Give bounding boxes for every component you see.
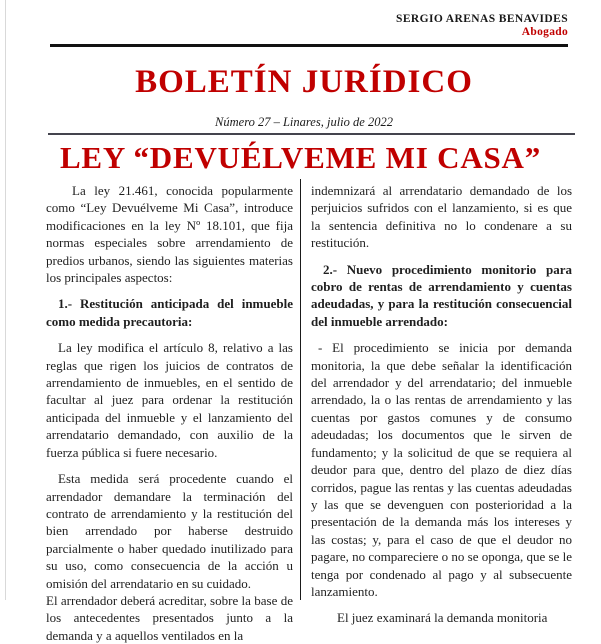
letterhead-rule	[50, 44, 568, 47]
section-heading-2: 2.- Nuevo procedimiento monitorio para cobro de rentas de arrendamiento y cuentas adeudadas, y para la restitución consecuencial del inmueble arrendado:	[311, 261, 572, 329]
letterhead-name: SERGIO ARENAS BENAVIDES	[396, 13, 568, 25]
paragraph: - El procedimiento se inicia por demanda monitoria, la que debe señalar la identificación del arrendador y del arrendatario; del inmueble arrendado, la o las rentas de arrendamiento y las cuentas por gastos comunes y de consumo adeudadas; los documentos que le sirven de fundamento; y la solicitud de que se requiera al deudor para que, dentro del plazo de diez días corridos, pague las rentas y las cuentas adeudadas y las que se devenguen con posterioridad a la presentación de la demanda más los intereses y las costas; y, para el caso de que el deudor no pagare, no compareciere o no se oponga, que se le tenga por condenado al pago y al subsecuente lanzamiento.	[311, 340, 572, 599]
page-edge-line	[5, 0, 6, 600]
masthead-title: BOLETÍN JURÍDICO	[135, 64, 473, 100]
paragraph: indemnizará al arrendatario demandado de los perjuicios sufridos con el lanzamiento, si es que la sentencia definitiva no lo condenare a su restitución.	[311, 183, 572, 251]
paragraph: Esta medida será procedente cuando el arrendador demandare la terminación del contrato de arrendamiento y la restitución del bien arrendado por haberse destruido parcialmente o haber quedado inutilizado para su uso, como consecuencia de la acción u omisión del arrendatario en su cuidado.	[46, 471, 293, 591]
issue-rule	[48, 133, 575, 135]
paragraph: El arrendador deberá acreditar, sobre la base de los antecedentes presentados junto a la demanda y a aquellos ventilados en la	[46, 592, 293, 643]
article-headline: LEY “DEVUÉLVEME MI CASA”	[59, 140, 542, 175]
letterhead-role: Abogado	[521, 26, 568, 38]
right-column	[311, 182, 572, 626]
paragraph-intro: La ley 21.461, conocida popularmente como “Ley Devuélveme Mi Casa”, introduce modificaciones en la ley Nº 18.101, que fija normas especiales sobre arrendamiento de predios urbanos, siendo las siguientes materias los principales aspectos:	[46, 183, 293, 286]
paragraph: La ley modifica el artículo 8, relativo a las reglas que rigen los juicios de contratos de arrendamiento de inmuebles, en el sentido de facultar al juez para ordenar la restitución anticipada del inmueble y el lanzamiento del arrendatario demandado, con auxilio de la fuerza pública si fuere necesario.	[46, 340, 293, 460]
letterhead	[396, 13, 568, 39]
section-heading-1: 1.- Restitución anticipada del inmueble como medida precautoria:	[46, 296, 293, 329]
paragraph: El juez examinará la demanda monitoria	[337, 610, 548, 626]
left-column	[46, 182, 293, 643]
issue-line: Número 27 – Linares, julio de 2022	[215, 115, 393, 129]
column-divider	[300, 179, 301, 600]
